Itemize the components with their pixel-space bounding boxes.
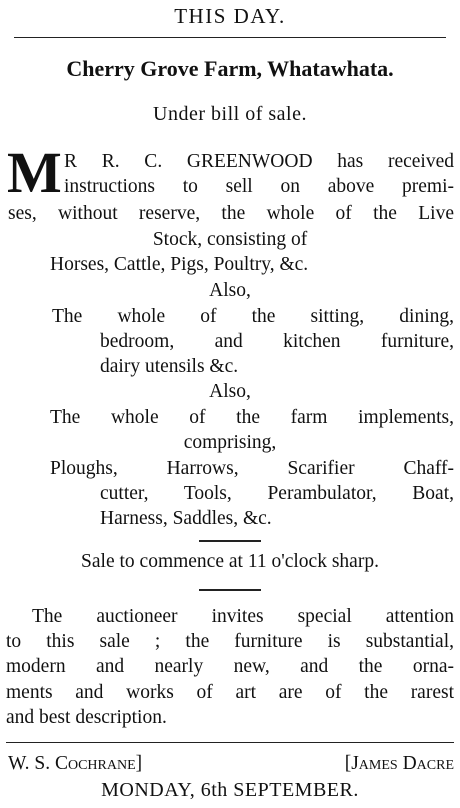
subheading: Under bill of sale. — [153, 103, 307, 125]
auctioneer-name-right: [James Dacre — [344, 753, 454, 774]
body-line-6: Also, — [209, 280, 251, 301]
body-line-11: The whole of the farm implements, — [50, 407, 454, 428]
section-divider-2 — [199, 589, 261, 591]
notice-line-1: The auctioneer invites special attention — [32, 606, 454, 627]
top-rule — [14, 37, 446, 38]
body-line-12: comprising, — [183, 432, 277, 453]
body-line-1: R R. C. GREENWOOD has received — [64, 151, 454, 172]
footer-rule — [6, 742, 454, 743]
notice-line-2: to this sale ; the furniture is substantial, — [6, 631, 454, 652]
sale-time: Sale to commence at 11 o'clock sharp. — [81, 551, 379, 572]
body-line-3: ses, without reserve, the whole of the Live — [8, 203, 454, 224]
body-line-10: Also, — [209, 381, 251, 402]
body-line-15: Harness, Saddles, &c. — [100, 508, 272, 529]
drop-cap: M — [7, 140, 62, 205]
body-line-8: bedroom, and kitchen furniture, — [100, 331, 454, 352]
notice-line-5: and best description. — [6, 707, 167, 728]
sale-date: MONDAY, 6th SEPTEMBER. — [101, 779, 359, 801]
body-line-2: instructions to sell on above premi- — [64, 176, 454, 197]
body-line-5: Horses, Cattle, Pigs, Poultry, &c. — [50, 254, 309, 275]
notice-line-4: ments and works of art are of the rarest — [6, 682, 454, 703]
auctioneer-name-left: W. S. Cochrane] — [8, 753, 143, 774]
headline: Cherry Grove Farm, Whatawhata. — [66, 56, 394, 81]
body-line-14: cutter, Tools, Perambulator, Boat, — [100, 483, 454, 504]
notice-line-3: modern and nearly new, and the orna- — [6, 656, 454, 677]
body-line-13: Ploughs, Harrows, Scarifier Chaff- — [50, 458, 454, 479]
body-line-4: Stock, consisting of — [152, 229, 308, 250]
body-line-9: dairy utensils &c. — [100, 356, 239, 377]
body-line-7: The whole of the sitting, dining, — [52, 306, 454, 327]
this-day-heading: THIS DAY. — [174, 4, 286, 28]
section-divider-1 — [199, 540, 261, 542]
